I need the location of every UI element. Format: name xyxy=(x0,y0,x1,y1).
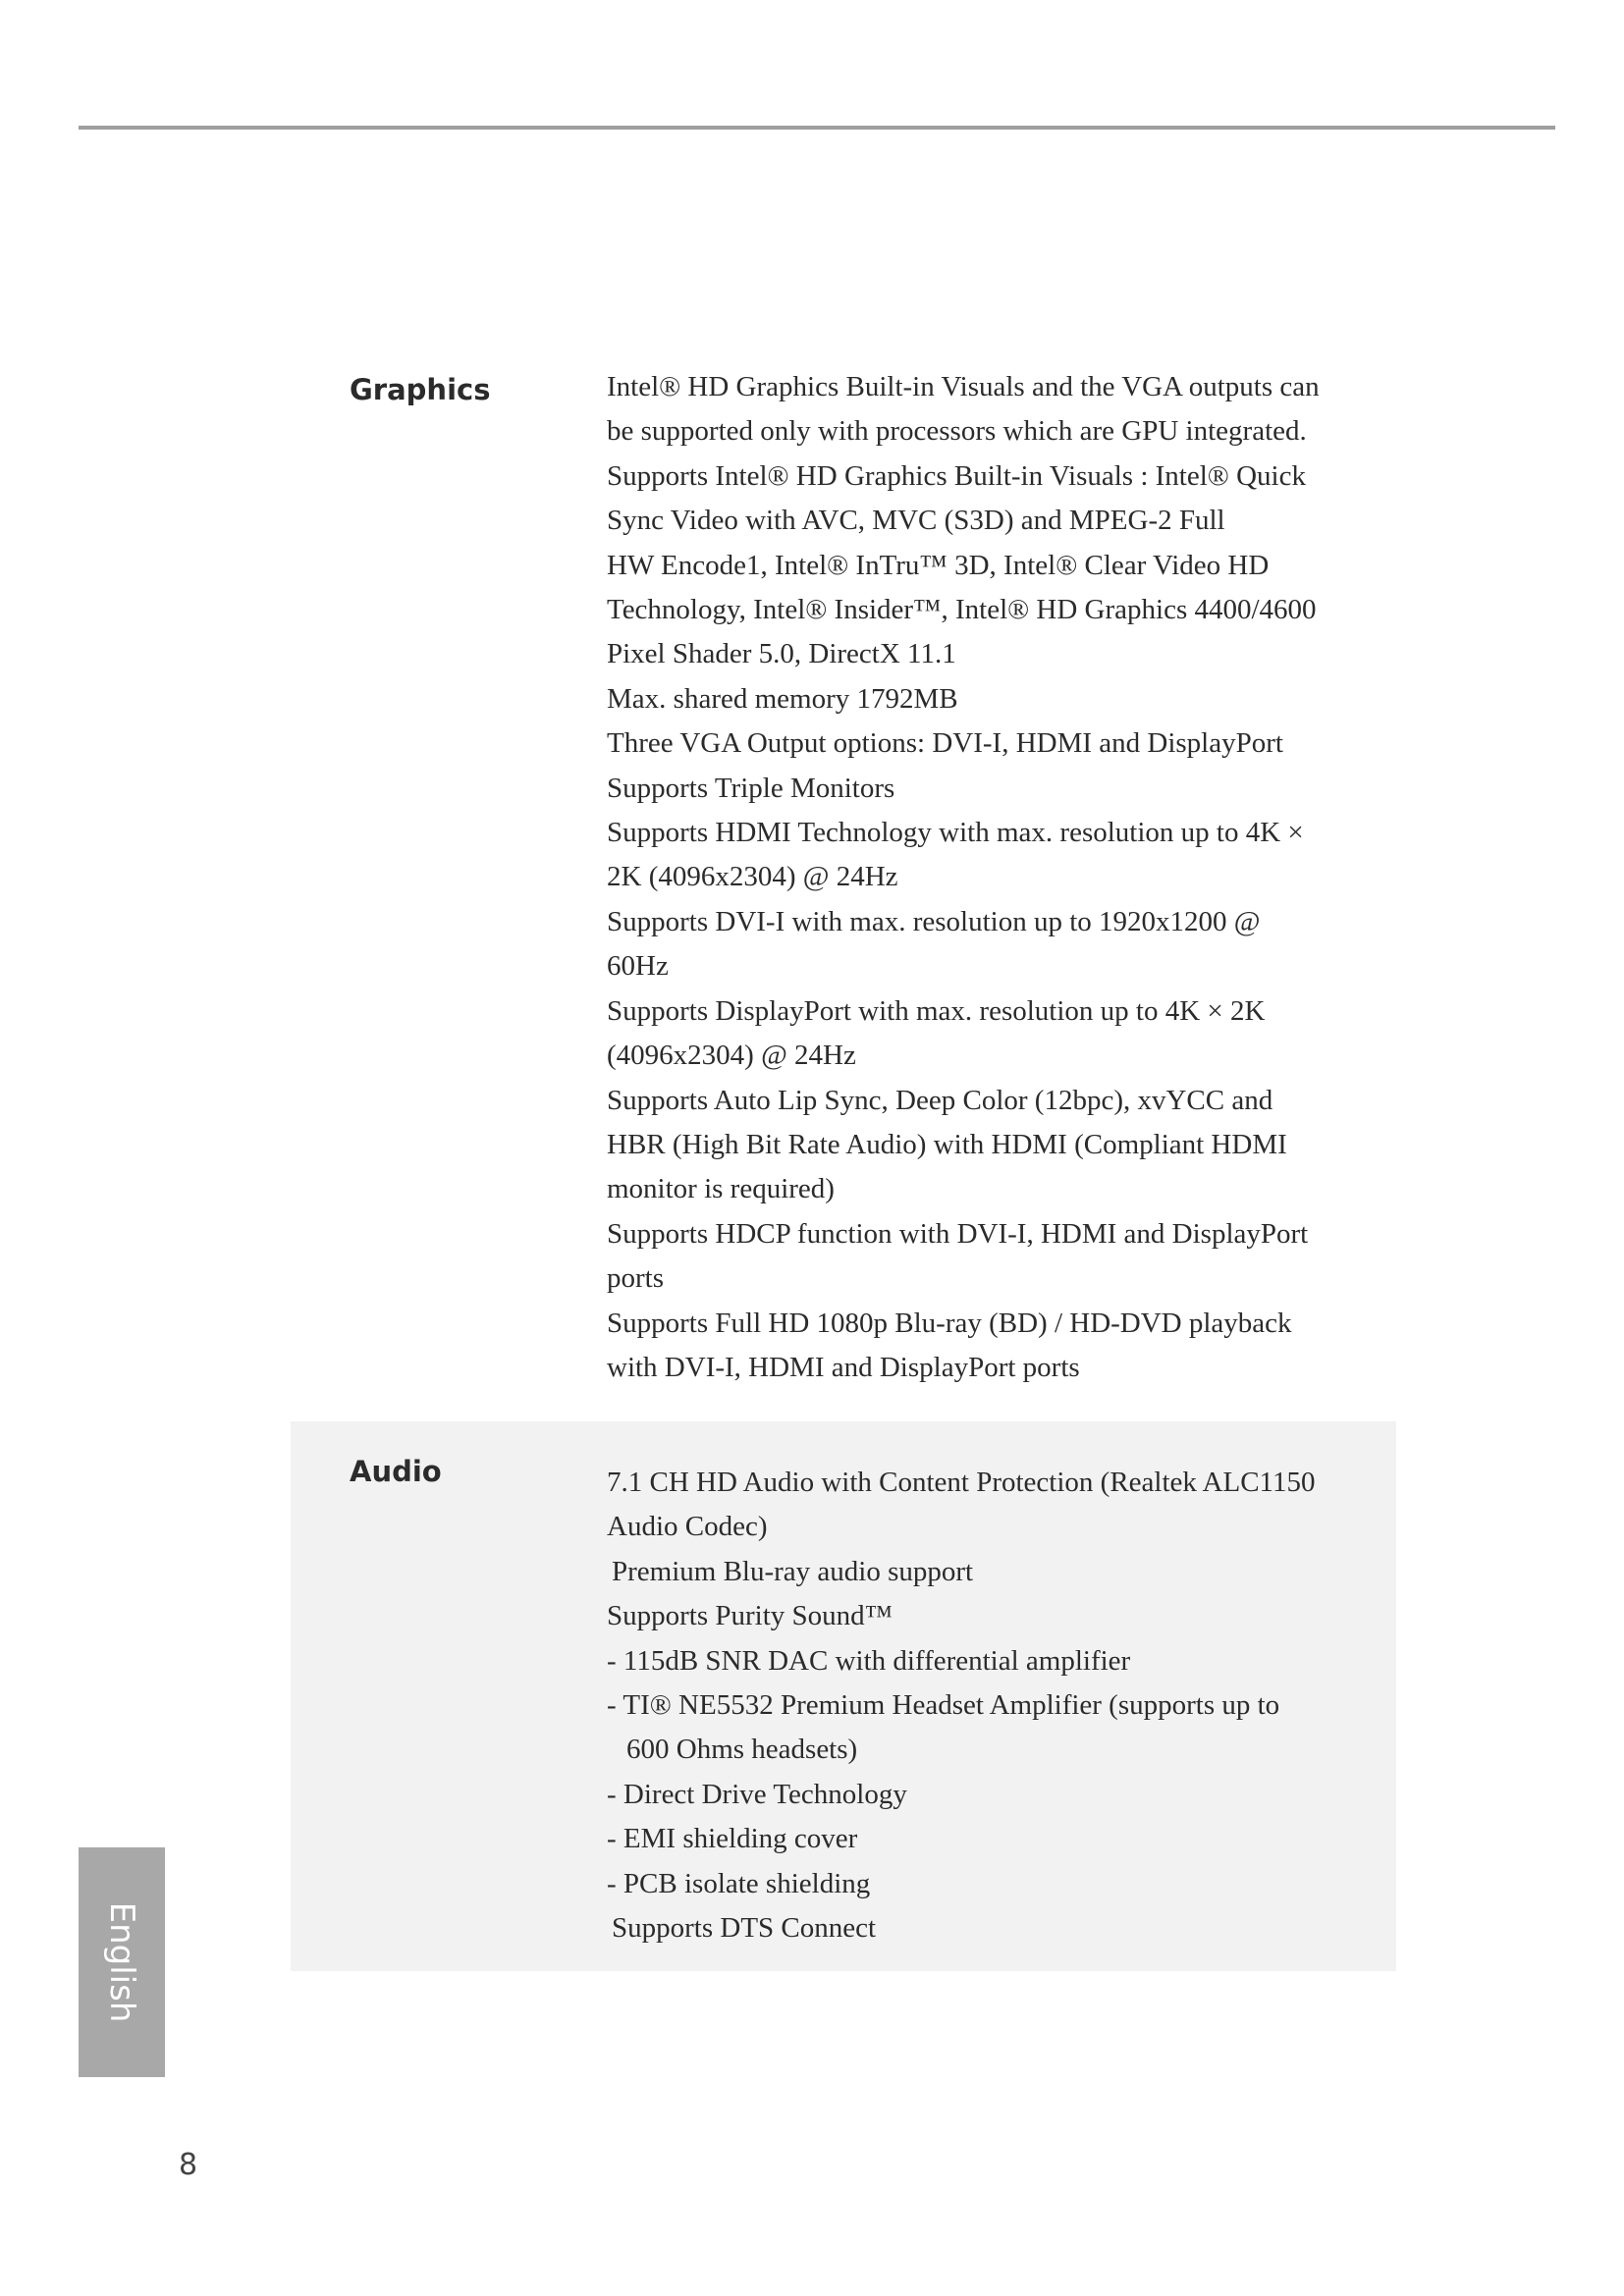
spec-line: 2K (4096x2304) @ 24Hz xyxy=(607,861,898,893)
spec-line: Premium Blu-ray audio support xyxy=(612,1555,974,1587)
spec-line: Supports DTS Connect xyxy=(612,1912,877,1945)
graphics-section-title: Graphics xyxy=(350,373,491,406)
spec-line: with DVI-I, HDMI and DisplayPort ports xyxy=(607,1351,1080,1383)
spec-line: (4096x2304) @ 24Hz xyxy=(607,1040,856,1072)
spec-line: - PCB isolate shielding xyxy=(607,1867,871,1899)
spec-line: Three VGA Output options: DVI-I, HDMI and DisplayPort xyxy=(607,727,1283,760)
spec-line: Supports HDCP function with DVI-I, HDMI and DisplayPort xyxy=(607,1217,1309,1250)
spec-line: Technology, Intel® Insider™, Intel® HD Graphics 4400/4600 xyxy=(607,594,1317,626)
language-side-tab xyxy=(79,1847,165,2077)
spec-line: - TI® NE5532 Premium Headset Amplifier (supports up to xyxy=(607,1689,1280,1722)
language-label: English xyxy=(102,1901,141,2023)
spec-line: Audio Codec) xyxy=(607,1511,768,1543)
spec-line: Pixel Shader 5.0, DirectX 11.1 xyxy=(607,638,956,670)
audio-spec-section xyxy=(291,1421,1396,1971)
spec-line: Supports HDMI Technology with max. resolution up to 4K × xyxy=(607,817,1304,849)
spec-line: be supported only with processors which are GPU integrated. xyxy=(607,415,1307,448)
spec-line: HW Encode1, Intel® InTru™ 3D, Intel® Clear Video HD xyxy=(607,549,1270,581)
spec-line: Supports DisplayPort with max. resolution up to 4K × 2K xyxy=(607,994,1266,1027)
spec-line: - 115dB SNR DAC with differential amplifier xyxy=(607,1644,1131,1677)
spec-line: Supports DVI-I with max. resolution up to 1920x1200 @ xyxy=(607,905,1261,937)
spec-line: Supports Purity Sound™ xyxy=(607,1600,893,1632)
spec-line: Supports Auto Lip Sync, Deep Color (12bpc), xvYCC and xyxy=(607,1084,1273,1116)
spec-line: Max. shared memory 1792MB xyxy=(607,682,958,715)
spec-line: 600 Ohms headsets) xyxy=(626,1734,858,1766)
graphics-spec-list xyxy=(607,365,1382,1390)
spec-line: Supports Triple Monitors xyxy=(607,772,895,804)
audio-spec-list xyxy=(607,1461,1382,1950)
spec-line: - Direct Drive Technology xyxy=(607,1778,907,1810)
spec-line: 7.1 CH HD Audio with Content Protection (Realtek ALC1150 xyxy=(607,1467,1316,1498)
page-number: 8 xyxy=(179,2148,198,2182)
graphics-spec-section xyxy=(291,359,1396,1419)
spec-line: Supports Full HD 1080p Blu-ray (BD) / HD-DVD playback xyxy=(607,1307,1292,1339)
audio-section-title: Audio xyxy=(350,1455,442,1488)
spec-line: Intel® HD Graphics Built-in Visuals and the VGA outputs can xyxy=(607,371,1320,402)
header-divider xyxy=(79,126,1555,130)
spec-line: ports xyxy=(607,1262,664,1295)
spec-line: Supports Intel® HD Graphics Built-in Visuals : Intel® Quick xyxy=(607,459,1306,492)
spec-line: Sync Video with AVC, MVC (S3D) and MPEG-2 Full xyxy=(607,505,1225,537)
spec-line: HBR (High Bit Rate Audio) with HDMI (Compliant HDMI xyxy=(607,1128,1287,1160)
spec-line: - EMI shielding cover xyxy=(607,1823,858,1855)
spec-line: monitor is required) xyxy=(607,1173,835,1205)
spec-line: 60Hz xyxy=(607,950,669,983)
